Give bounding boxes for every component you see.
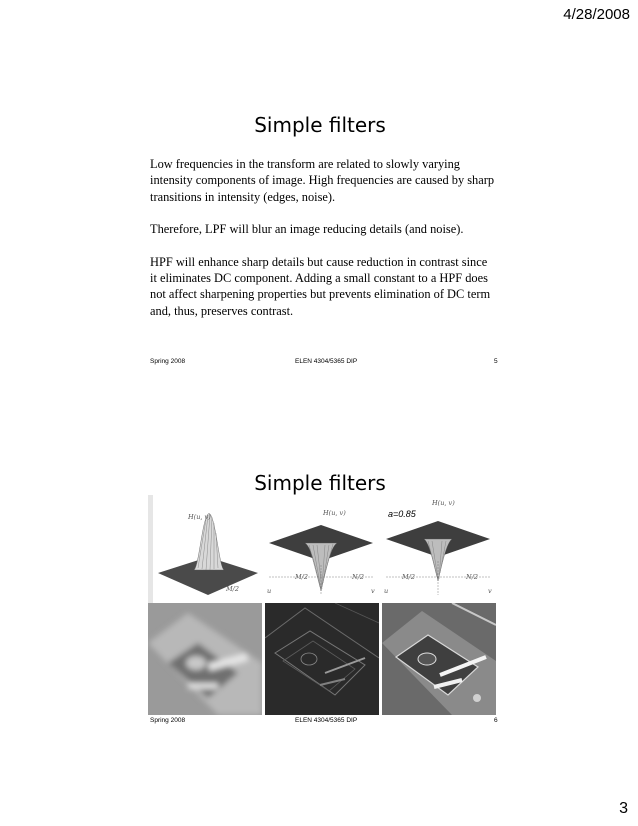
alpha-label: a=0.85 (388, 509, 416, 519)
slide-1-paragraph-3: HPF will enhance sharp details but cause reduction in contrast since it eliminates DC component. Adding a small constant to a HPF does not affect sharpening properties but prevents elimination of DC term and, thus, preserves contrast. (150, 254, 491, 318)
svg-text:v: v (371, 587, 375, 595)
lowpass-filter-plot (148, 495, 262, 603)
svg-text:M/2: M/2 (226, 585, 239, 593)
svg-text:M/2: M/2 (295, 573, 308, 581)
print-date: 4/28/2008 (563, 6, 630, 23)
high-frequency-emphasis-plot (382, 495, 496, 603)
page-number: 3 (619, 800, 628, 817)
slide-1-paragraph-2: Therefore, LPF will blur an image reducing details (and noise). (150, 222, 464, 237)
svg-text:H(u, v): H(u, v) (432, 499, 455, 507)
slide-2-footer-number: 6 (494, 717, 498, 724)
filter-figure (148, 495, 496, 715)
svg-text:N/2: N/2 (352, 573, 365, 581)
lowpass-result-image (148, 603, 262, 715)
slide-1-footer-semester: Spring 2008 (150, 358, 186, 365)
svg-text:H(u, v): H(u, v) (188, 513, 211, 521)
svg-text:N/2: N/2 (466, 573, 479, 581)
high-frequency-emphasis-result-image (382, 603, 496, 715)
svg-text:u: u (267, 587, 272, 595)
svg-text:v: v (488, 587, 492, 595)
highpass-filter-plot (265, 495, 379, 603)
slide-2-footer-semester: Spring 2008 (150, 717, 186, 724)
slide-1-title: Simple filters (254, 113, 386, 137)
slide-1-body (150, 156, 495, 335)
svg-text:M/2: M/2 (402, 573, 415, 581)
slide-1-footer-number: 5 (494, 358, 498, 365)
svg-text:u: u (384, 587, 389, 595)
highpass-result-image (265, 603, 379, 715)
slide-2-footer-course: ELEN 4304/5365 DIP (295, 717, 358, 724)
slide-2-title: Simple filters (254, 471, 386, 495)
slide-1-paragraph-1: Low frequencies in the transform are related to slowly varying intensity components of image. High frequencies are caused by sharp transitions in intensity (edges, noise). (150, 157, 495, 204)
svg-text:H(u, v): H(u, v) (323, 509, 346, 517)
slide-1-footer-course: ELEN 4304/5365 DIP (295, 358, 358, 365)
